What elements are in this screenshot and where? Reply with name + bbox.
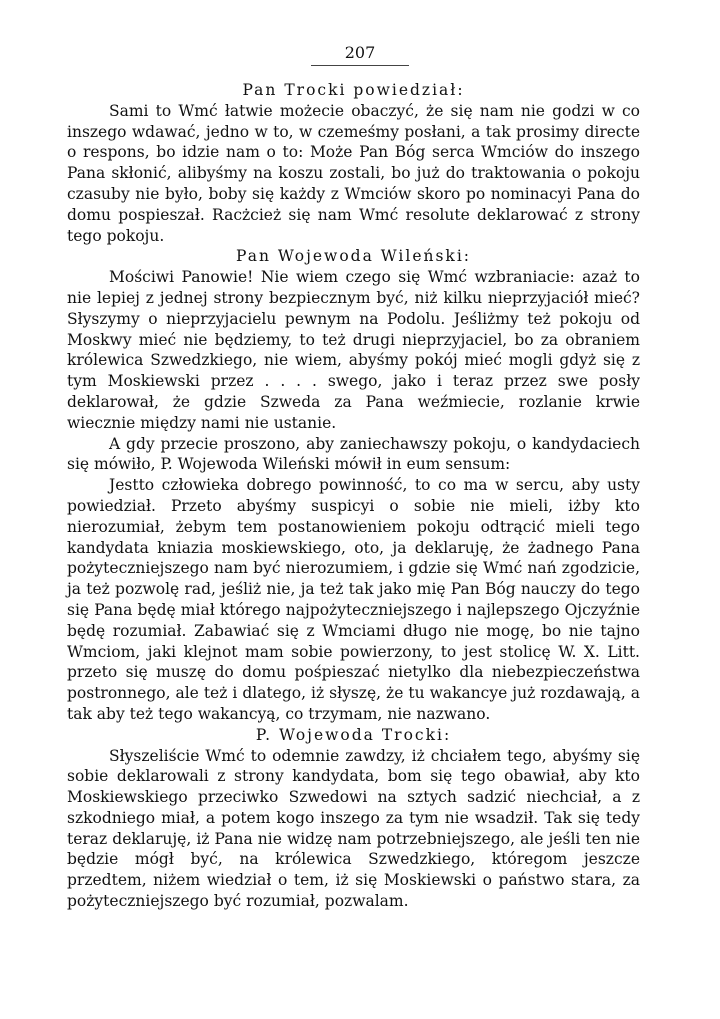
paragraph: Jestto człowieka dobrego powinność, to co ma w sercu, aby usty powiedział. Przeto abyśmy suspicyi o sobie nie mieli, iżby kto nierozumiał, żebym tem postanowieniem pokoju odtrącić mieli tego kandydata kniazia moskiewskiego, oto, ja deklaruję, że żadnego Pana pożyteczniejszego nam być nierozumiem, i gdzie się Wmć nań zgodzicie, ja też pozwolę rad, jeśliż nie, ja też tak jako mię Pan Bóg nauczy do tego się Pana będę miał którego najpożyteczniejszego i najlepszego Ojczyźnie będę rozumiał. Zabawiać się z Wmciami długo nie mogę, bo nie tajno Wmciom, jaki klejnot mam sobie powierzony, to jest stolicę W. X. Litt. przeto się muszę do domu pośpieszać nietylko dla niebezpieczeństwa postronnego, ale też i dlatego, iż słyszę, że tu wakancye już rozdawają, a tak aby też tego wakancyą, co trzymam, nie nazwano. [67, 476, 640, 723]
section-heading-wilenski: Pan Wojewoda Wileński: [235, 247, 472, 266]
section-heading-trocki: Pan Trocki powiedział: [242, 81, 465, 99]
section-heading-wojewoda-trocki: P. Wojewoda Trocki: [255, 725, 452, 744]
page-number: 207 [344, 43, 376, 62]
paragraph: Słyszeliście Wmć to odemnie zawdzy, iż chciałem tego, abyśmy się sobie deklarowali z strony kandydata, bom się tego obawiał, aby kto Moskiewskiego przeciwko Szwedowi na sztych sadzić niechciał, a z szkodniego miał, a potem kogo inszego za tym nie wsadził. Tak się tedy teraz deklaruję, iż Pana nie widzę nam potrzebniejszego, ale jeśli ten nie będzie mógł być, na królewica Szwedzkiego, któregom jeszcze przedtem, niżem wiedział o tem, iż się Moskiewski o państwo stara, za pożyteczniejszego być rozumiał, pozwalam. [67, 746, 640, 911]
paragraph: A gdy przecie proszono, aby zaniechawszy pokoju, o kandydaciech się mówiło, P. Wojewoda Wileński mówił in eum sensum: [67, 434, 640, 474]
page-number-rule [311, 65, 409, 66]
paragraph: Mościwi Panowie! Nie wiem czego się Wmć wzbraniacie: azaż to nie lepiej z jednej strony bezpiecznym być, niż kilku nieprzyjaciół mieć? Słyszymy o nieprzyjacielu pewnym na Podolu. Jeśliżmy też pokoju od Moskwy mieć nie będziemy, to też drugi nieprzyjaciel, bo za obraniem królewica Szwedzkiego, nie wiem, abyśmy pokój mieć mogli gdyż się z tym Moskiewski przez . . . . swego, jako i teraz przez swe posły deklarował, że gdzie Szweda za Pana weźmiecie, rozlanie krwie wiecznie między nami nie ustanie. [67, 268, 640, 432]
page-body [67, 80, 640, 912]
paragraph: Sami to Wmć łatwie możecie obaczyć, że się nam nie godzi w co inszego wdawać, jedno w to, w czemeśmy posłani, a tak prosimy directe o respons, bo idzie nam o to: Może Pan Bóg serca Wmciów do inszego Pana skłonić, alibyśmy na koszu zostali, bo już do traktowania o pokoju czasuby nie było, boby się każdy z Wmciów skoro po nominacyi Pana do domu pospieszał. Racżcież się nam Wmć resolute deklarować z strony tego pokoju. [67, 101, 640, 245]
